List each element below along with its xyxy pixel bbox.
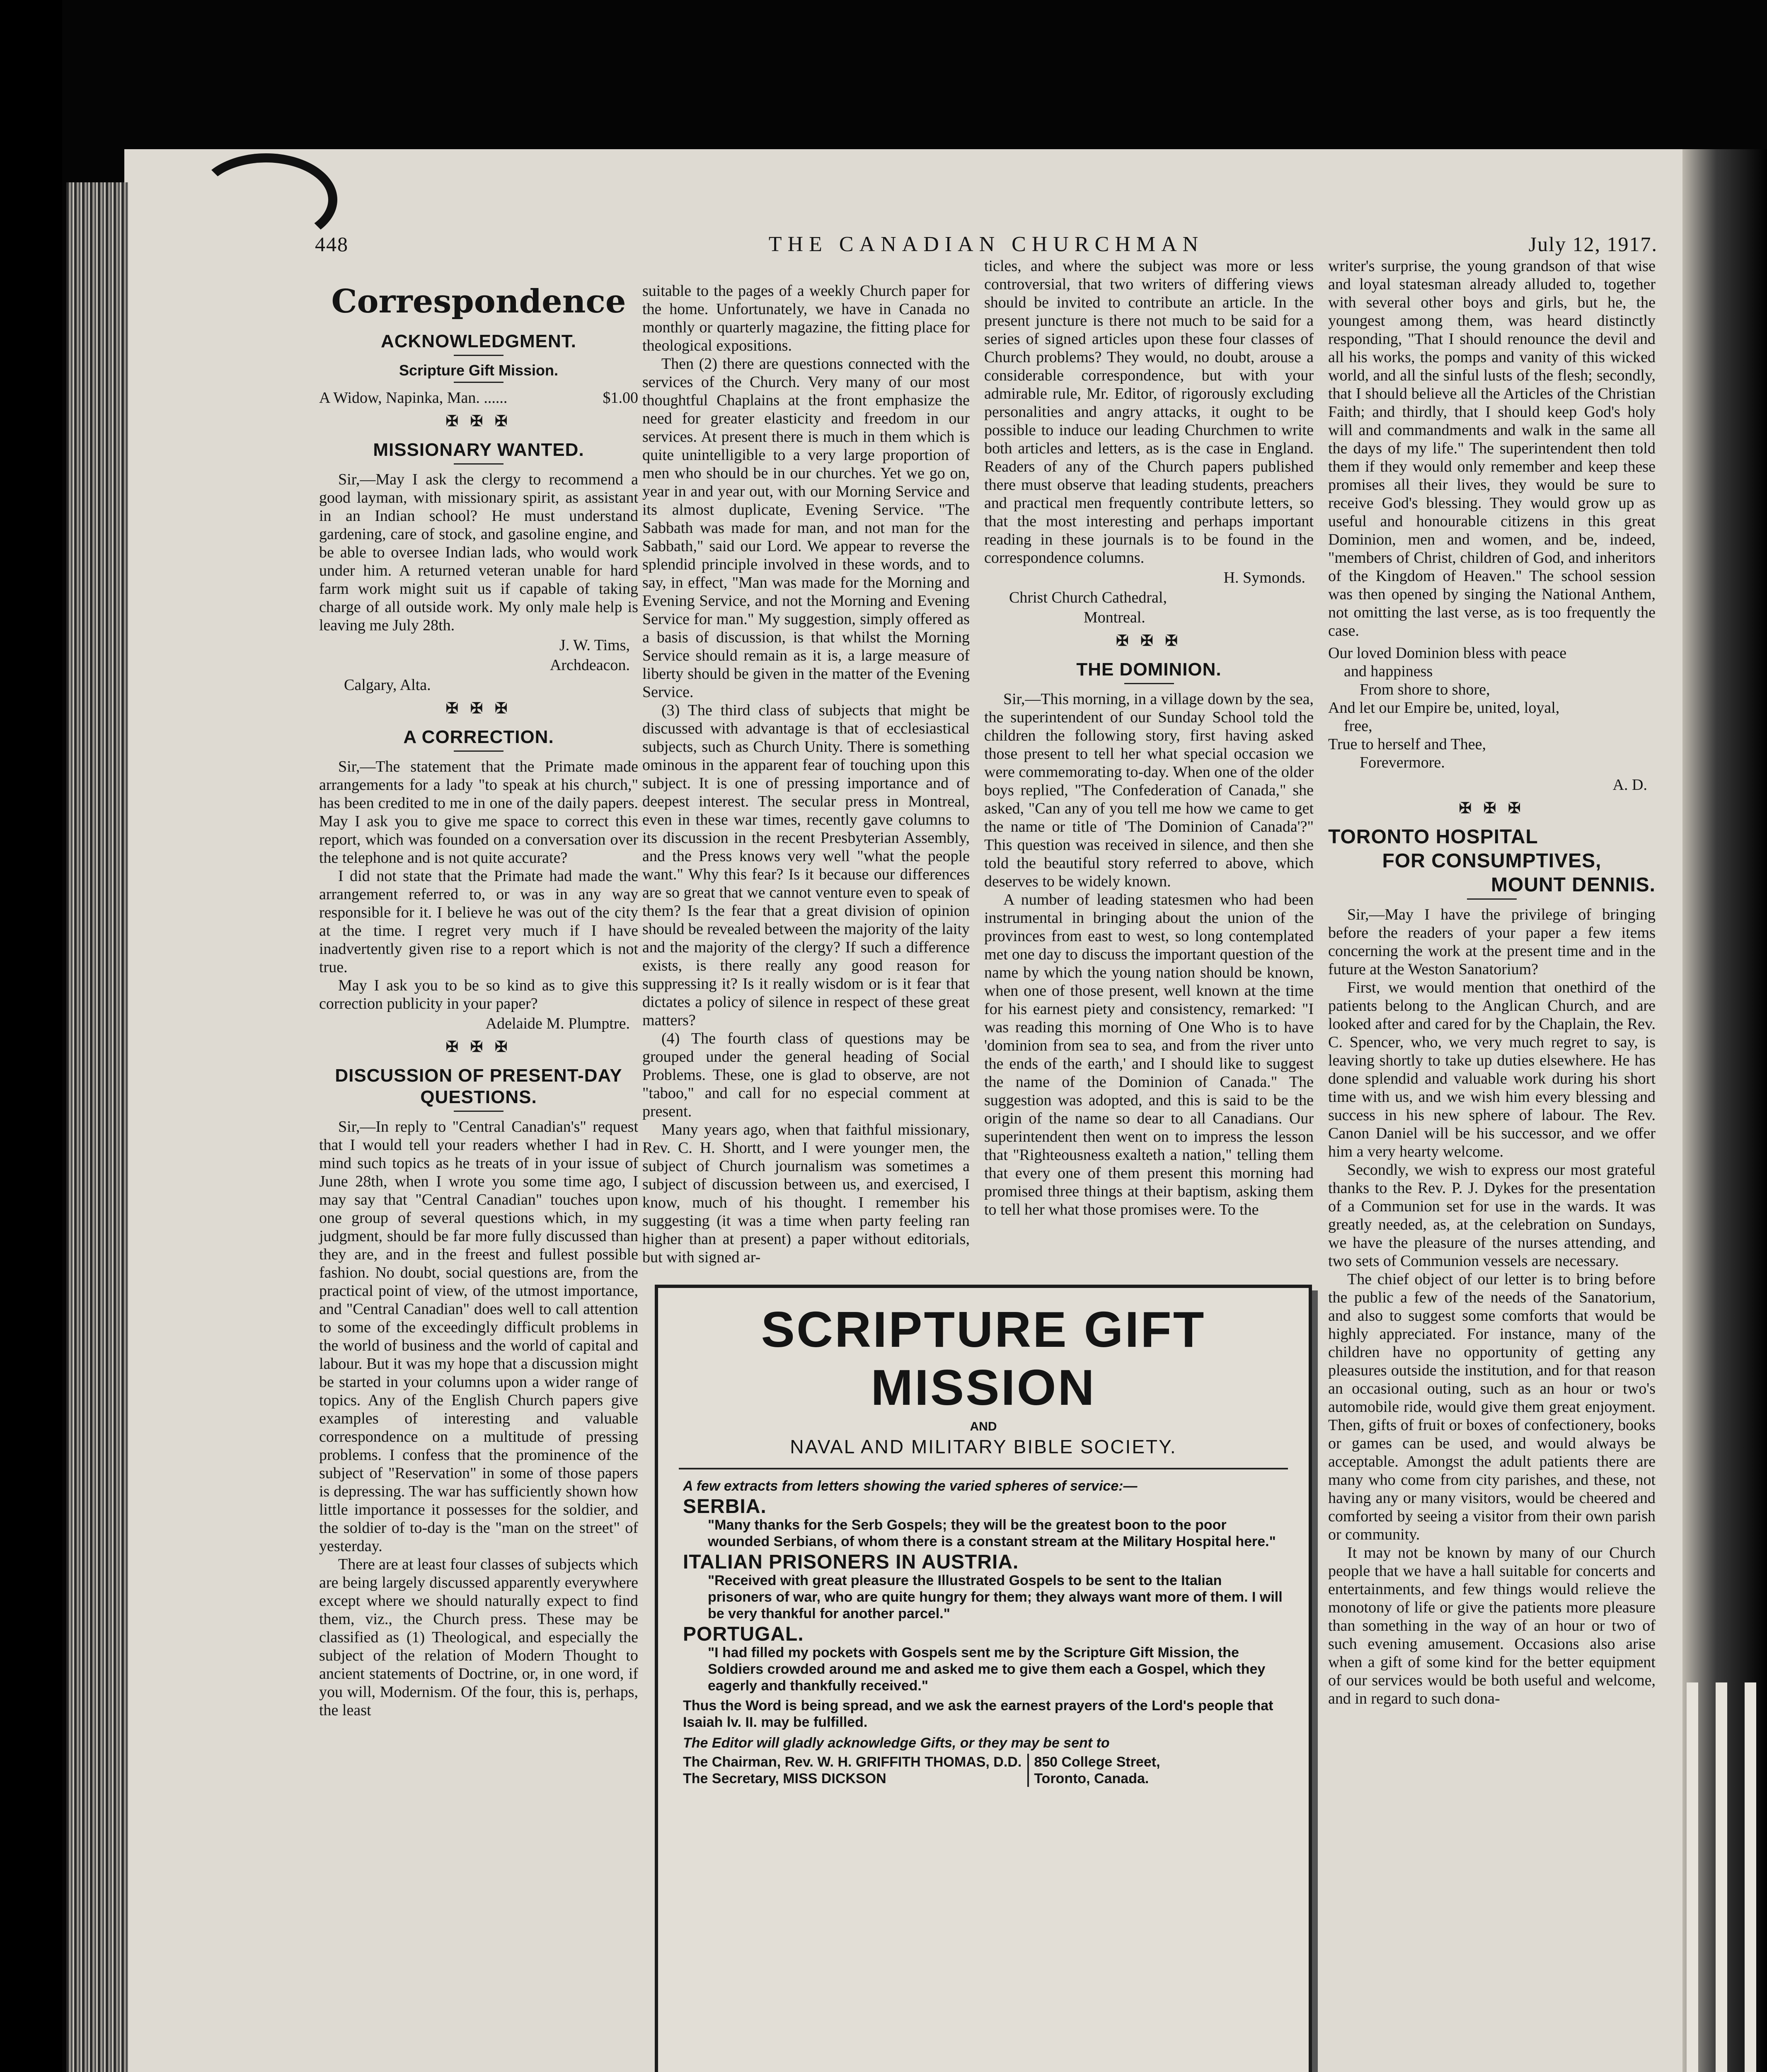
ack-subheading: Scripture Gift Mission. [399,362,559,379]
ad-subtitle: NAVAL AND MILITARY BIBLE SOCIETY. [790,1436,1177,1457]
divider [454,463,503,465]
ad-title: SCRIPTURE GIFT MISSION [761,1301,1206,1416]
ad-address [1027,1754,1160,1787]
divider [454,382,503,383]
letter-place: Christ Church Cathedral, [1009,589,1167,606]
masthead: THE CANADIAN CHURCHMAN [768,232,1204,256]
hospital-heading-line: FOR CONSUMPTIVES, [1382,850,1602,872]
verse-line: From shore to shore, [1328,681,1490,698]
hospital-heading-line: MOUNT DENNIS. [1491,874,1656,896]
discussion-heading: DISCUSSION OF PRESENT-DAY QUESTIONS. [335,1065,622,1107]
missionary-heading: MISSIONARY WANTED. [373,440,584,460]
divider [1124,683,1174,684]
column-4 [1328,257,1656,1708]
ad-and: AND [970,1420,997,1433]
ad-officers [683,1754,1021,1787]
ad-heading-portugal: PORTUGAL. [683,1623,804,1645]
correction-paragraph: Sir,—The statement that the Primate made arrangements for a lady "to speak at his church," has been credited to me in one of the daily papers. May I ask you to give me space to correct this report, which was founded on a conversation over the telephone and is not quite accurate? [319,758,638,867]
divider [1467,898,1517,900]
dominion-paragraph: writer's surprise, the young grandson of that wise and loyal statesman already alluded to, together with several other boys and girls, but he, the youngest among them, was heard distinctly responding, "That I should renounce the devil and all his works, the pomps and vanity of this wicked world, and all the sinful lusts of the flesh; secondly, that I should believe all the Articles of the Christian Faith; and thirdly, that I should keep God's holy will and commandments and walk in the same all the days of my life." The superintendent then told them if they would only remember and keep these promises all their lives, they would be sure to receive God's blessing. They would grow up as useful and honourable citizens in this great Dominion, men and women, and be, indeed, "members of Christ, children of God, and inheritors of the Kingdom of Heaven." The school session was then opened by singing the National Anthem, not omitting the last verse, as is too frequently the case. [1328,257,1656,639]
ad-quote: "Received with great pleasure the Illustrated Gospels to be sent to the Italian prisoners of war, who are quite hungry for them; they always want more of them. I will be very thankful for another parcel." [708,1573,1283,1622]
hospital-heading-line: TORONTO HOSPITAL [1328,826,1538,848]
verse-line: Forevermore. [1328,754,1445,771]
ad-editor-note: The Editor will gladly acknowledge Gifts, or they may be sent to [683,1735,1110,1751]
ad-chairman: The Chairman, Rev. W. H. GRIFFITH THOMAS, D.D. [683,1754,1022,1770]
verse-line: True to herself and Thee, [1328,736,1486,753]
discussion-paragraph: Sir,—In reply to "Central Canadian's" request that I would tell your readers whether I had in mind such topics as he treats of in your issue of June 28th, when I wrote you some time ago, I may say that "Central Canadian" touches upon one group of several questions which, in my judgment, should be far more fully discussed than they are, and in the freest and fullest possible fashion. No doubt, social questions are, from the practical point of view, of the utmost importance, and "Central Canadian" does well to call attention to some of the exceedingly difficult problems in the world of business and the world of capital and labour. But it was my hope that a discussion might be started in your columns upon a wider range of topics. Any of the English Church papers give examples of interesting and valuable correspondence on a multitude of pressing problems. I confess that the prominence of the subject of "Reservation" in some of those papers is depressing. The war has sufficiently shown how little importance it possesses for the soldier, and the soldier of to-day is the "man on the street" of yesterday. [319,1118,638,1555]
ad-closing: Thus the Word is being spread, and we ask the earnest prayers of the Lord's people that Isaiah lv. II. may be fulfilled. [683,1698,1273,1730]
ad-quote: "I had filled my pockets with Gospels sent me by the Scripture Gift Mission, the Soldiers crowded around me and asked me to give them each a Gospel, which they eagerly and thankfully received." [708,1645,1266,1694]
ack-heading: ACKNOWLEDGMENT. [380,331,577,351]
column-3 [984,257,1314,1219]
ad-contacts [683,1754,1284,1787]
ad-body [658,1478,1309,1787]
signature-title: Archdeacon. [549,656,630,674]
discussion-paragraph: ticles, and where the subject was more or less controversial, that two writers of differing views should be invited to contribute an article. In the present juncture is there not much to be said for a series of signed articles upon these four classes of Church problems? They would, no doubt, arouse a considerable correspondence, but with your admirable rule, Mr. Editor, of rigorously excluding personalities and angry attacks, it ought to be possible to induce our leading Churchmen to write both articles and letters, as is the case in England. Readers of any of the Church papers published there must observe that leading students, preachers and practical men frequently contribute letters, so that the most interesting and perhaps important reading in these journals is to be found in the correspondence columns. [984,257,1314,566]
verse-line: free, [1328,717,1372,735]
discussion-paragraph: suitable to the pages of a weekly Church paper for the home. Unfortunately, we have in Canada no monthly or quarterly magazine, the fitting place for theological expositions. [642,282,970,354]
hospital-paragraph: Secondly, we wish to express our most grateful thanks to the Rev. P. J. Dykes for the presentation of a Communion set for use in the wards. It was greatly needed, as, at the celebration on Sundays, we have the pleasure of the nurses attending, and two sets of Communion vessels are necessary. [1328,1161,1656,1270]
column-1 [319,282,638,1719]
ad-heading-italian: ITALIAN PRISONERS IN AUSTRIA. [683,1551,1019,1573]
letter-place: Montreal. [1084,609,1145,626]
book-page-edges [66,182,128,2072]
section-title: Correspondence [331,283,626,320]
hospital-paragraph: The chief object of our letter is to bring before the public a few of the needs of the Sanatorium, and also to suggest some comforts that would be highly appreciated. For instance, many of the children have no opportunity of getting any pleasures outside the institution, and for that reason an occasional outing, such as an hour or two's automobile ride, would give them great enjoyment. Then, gifts of fruit or boxes of confectionery, books or games can be used, and would always be acceptable. Amongst the adult patients there are many who come from city parishes, and these, not having any or many visitors, would be cheered and comforted by seeing a visitor from their own parish or community. [1328,1271,1656,1543]
section-separator: ✠ ✠ ✠ [445,1038,512,1055]
ad-divider [679,1468,1288,1469]
column-2 [642,282,970,1266]
anthem-verse [1328,644,1656,772]
verse-line: And let our Empire be, united, loyal, [1328,699,1560,716]
film-edge-marks [1678,1682,1761,2072]
hospital-paragraph: First, we would mention that onethird of the patients belong to the Anglican Church, and are looked after and cared for by the Chaplain, the Rev. C. Spencer, who, we very much regret to say, is leaving shortly to take up duties elsewhere. He has done splendid and valuable work during his short time with us, and we wish him every blessing and success in his new sphere of labour. The Rev. Canon Daniel will be his successor, and we offer him a very hearty welcome. [1328,979,1656,1160]
discussion-paragraph: Then (2) there are questions connected with the services of the Church. Very many of our most thoughtful Chaplains at the front emphasize the need for greater elasticity and freedom in our services. At present there is much in them which is quite unintelligible to a very large proportion of men who should be in our churches. Yet we go on, year in and year out, with our Morning Service and its almost duplicate, Evening Service. "The Sabbath was made for man, and not man for the Sabbath," said our Lord. We appear to reverse the splendid principle involved in these words, and to say, in effect, "Man was made for the Morning and Evening Service, and not the Morning and Evening Service for man." My suggestion, simply offered as a basis of discussion, is that whilst the Morning Service should remain as it is, a large measure of liberty should be given in the matter of the Evening Service. [642,355,970,701]
ack-line [319,389,638,407]
dominion-paragraph: Sir,—This morning, in a village down by the sea, the superintendent of our Sunday School told the children the following story, first having asked those present to tell her what special occasion we were commemorating to-day. When one of the older boys replied, "The Confederation of Canada," she asked, "Can any of you tell me how we came to get the name or title of 'The Dominion of Canada'?" This question was received in silence, and then she told the beautiful story referred to above, which deserves to be widely known. [984,690,1314,890]
ack-amount: $1.00 [603,389,638,407]
dominion-paragraph: A number of leading statesmen who had been instrumental in bringing about the union of the provinces from east to west, so long contemplated met one day to discuss the important question of the name by which the young nation should be known, when one of those present, well known at the time for his earnest piety and consistency, remarked: "I was reading this morning of One Who is to have 'dominion from sea to sea, and from the river unto the ends of the earth,' and I should like to suggest the name of the Dominion of Canada." The suggestion was adopted, and this is said to be the origin of the name so dear to all Canadians. Our superintendent then went on to impress the lesson that "Righteousness exalteth a nation," telling them that every one of them present this morning had promised three things at their baptism, asking them to tell her what those promises were. To the [984,891,1314,1218]
correction-paragraph: May I ask you to be so kind as to give this correction publicity in your paper? [319,977,638,1012]
section-separator: ✠ ✠ ✠ [445,413,512,429]
discussion-paragraph: There are at least four classes of subjects which are being largely discussed apparently everywhere except where we should naturally expect to find them, viz., the Church press. These may be classified as (1) Theological, and especially the subject of the relation of Modern Thought to ancient statements of Doctrine, or, in one word, if you will, Modernism. Of the four, this is, perhaps, the least [319,1556,638,1719]
discussion-paragraph: (3) The third class of subjects that might be discussed with advantage is that of ecclesiastical subjects, such as Church Unity. There is something ominous in the apparent fear of touching upon this subject. It is one of pressing importance and of deepest interest. The secular press in Montreal, even in these war times, recently gave columns to its discussion in the recent Presbyterian Assembly, and the Press knows very well "what the people want." Why this fear? Is it because our differences are so great that we cannot venture even to speak of them? Is the fear that a great division of opinion should be revealed between the majority of the laity and the majority of the clergy? If such a difference exists, is there really any good reason for suppressing it? Is it really wisdom or is it fear that dictates a policy of silence in respect of these great matters? [642,702,970,1029]
verse-line: Our loved Dominion bless with peace [1328,644,1567,662]
verse-line: and happiness [1328,663,1433,680]
signature: Adelaide M. Plumptre. [485,1015,630,1032]
ad-quote: "Many thanks for the Serb Gospels; they will be the greatest boon to the poor wounded Serbians, of whom there is a constant stream at the Military Hospital here." [708,1517,1276,1549]
issue-date: July 12, 1917. [1528,232,1658,256]
page-number: 448 [315,232,349,256]
dominion-heading: THE DOMINION. [1076,659,1222,680]
ad-address-line: 850 College Street, [1034,1754,1160,1770]
divider [454,1111,503,1112]
hospital-paragraph: It may not be known by many of our Church people that we have a hall suitable for concerts and entertainments, and few things would relieve the monotony of life or give the patients more pleasure than something in the way of an hour or two of such evening amusement. Occasions also arise when a gift of some kind for the better equipment of our services would be both useful and welcome, and in regard to such dona- [1328,1544,1656,1707]
signature: J. W. Tims, [559,637,630,654]
ad-address-line: Toronto, Canada. [1034,1771,1149,1786]
missionary-letter: Sir,—May I ask the clergy to recommend a good layman, with missionary spirit, as assistant in an Indian school? He must understand gardening, care of stock, and gasoline engine, and be able to oversee Indian lads, who would work under him. A returned veteran unable for hard farm work might suit us if capable of taking charge of all outside work. My only male help is leaving me July 28th. [319,471,638,634]
letter-place: Calgary, Alta. [344,676,431,694]
divider [454,750,503,752]
ad-intro: A few extracts from letters showing the varied spheres of service:— [683,1478,1138,1494]
section-separator: ✠ ✠ ✠ [1116,632,1182,649]
ad-heading-serbia: SERBIA. [683,1496,767,1518]
signature: H. Symonds. [1223,569,1305,586]
section-separator: ✠ ✠ ✠ [445,700,512,716]
divider [454,355,503,356]
scan-border-left [0,0,62,2072]
ack-donor: A Widow, Napinka, Man. ...... [319,389,508,407]
discussion-paragraph: (4) The fourth class of questions may be grouped under the general heading of Social Problems. These, one is glad to observe, are not "taboo," and call for no especial comment at present. [642,1030,970,1120]
signature: A. D. [1612,776,1647,794]
scripture-gift-mission-ad [655,1285,1312,2072]
correction-heading: A CORRECTION. [403,727,554,747]
discussion-paragraph: Many years ago, when that faithful missionary, Rev. C. H. Shortt, and I were younger men, the subject of Church journalism was sometimes a subject of discussion between us, and exercised, I know, much of his thought. I remember his suggesting (it was a time when party feeling ran higher than at present) a paper without editorials, but with signed ar- [642,1121,970,1266]
ad-secretary: The Secretary, MISS DICKSON [683,1771,886,1786]
hospital-paragraph: Sir,—May I have the privilege of bringing before the readers of your paper a few items concerning the work at the present time and in the future at the Weston Sanatorium? [1328,906,1656,978]
section-separator: ✠ ✠ ✠ [1459,800,1525,816]
correction-paragraph: I did not state that the Primate had made the arrangement referred to, or was in any way responsible for it. I believe he was out of the city at the time. I regret very much if I have inadvertently given rise to a report which is not true. [319,867,638,976]
